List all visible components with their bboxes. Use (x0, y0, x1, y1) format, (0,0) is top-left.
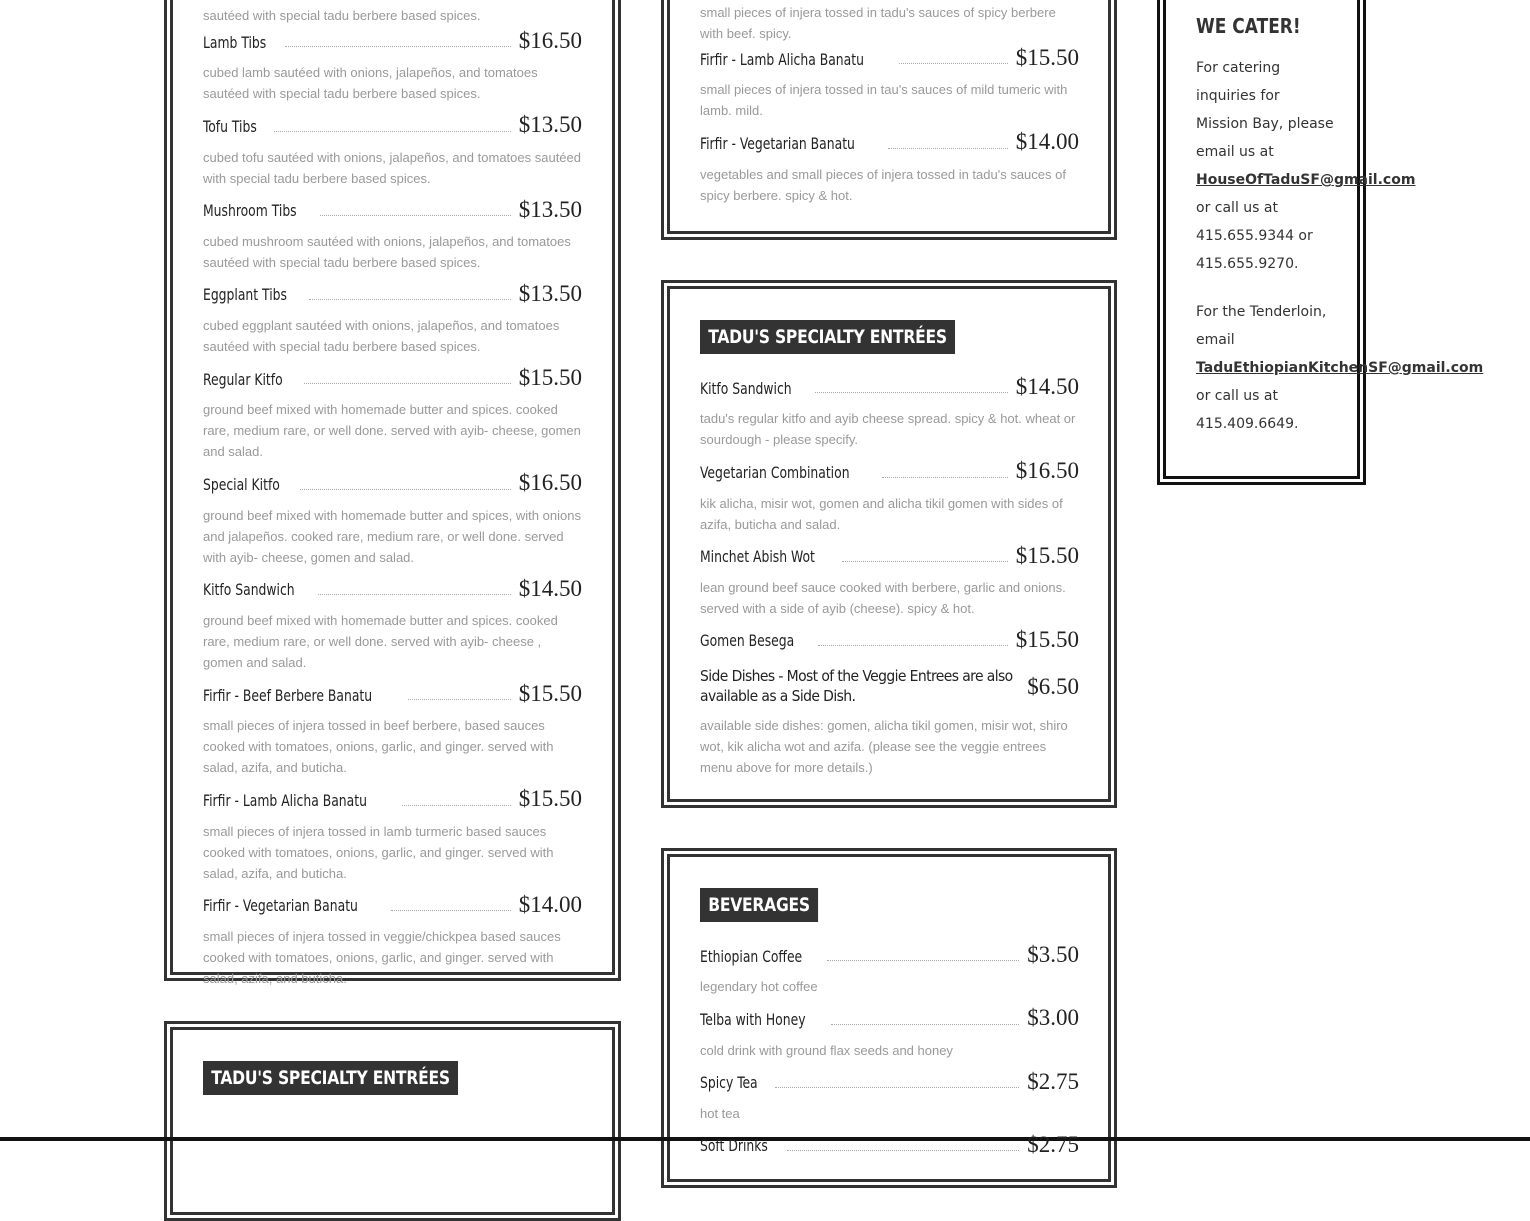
menu-item-description: small pieces of injera tossed in tau's sauces of mild tumeric with lamb. mild. (700, 82, 1068, 119)
menu-item-price: $16.50 (1015, 458, 1079, 484)
menu-item (700, 374, 1079, 450)
menu-item-price: $3.50 (1027, 942, 1079, 967)
dot-leader (787, 1150, 1019, 1151)
text-line: email us at (1196, 144, 1274, 160)
menu-item-price: $13.50 (518, 196, 582, 222)
menu-item-price: $14.00 (1015, 129, 1079, 155)
middle-top-list (700, 45, 1079, 214)
menu-item-name: Spicy Tea (700, 1073, 758, 1093)
menu-item-name: Kitfo Sandwich (700, 378, 792, 398)
menu-item-description: cubed eggplant sautéed with onions, jalapeños, and tomatoes sautéed with special tadu berbere based spices. (203, 318, 560, 355)
dot-leader (304, 383, 511, 384)
dot-leader (831, 1024, 1020, 1025)
menu-item-description: ground beef mixed with homemade butter and spices, with onions and jalapeños. cooked rare, medium rare, or well done. served with ayib- cheese, gomen and salad. (203, 507, 581, 565)
menu-item-row (203, 786, 582, 811)
menu-item-description: tadu's regular kitfo and ayib cheese spread. spicy & hot. wheat or sourdough - please specify. (700, 411, 1076, 448)
menu-item-name: Mushroom Tibs (203, 201, 297, 221)
dot-leader (274, 131, 511, 132)
catering-paragraph-2 (1196, 298, 1484, 438)
menu-item-row (700, 666, 1079, 706)
menu-item-price: $13.50 (518, 112, 582, 138)
specialty-list (700, 374, 1079, 786)
menu-item-price: $15.50 (1015, 542, 1079, 568)
text-line: For catering (1196, 60, 1281, 76)
menu-item-name: Firfir - Vegetarian Banatu (700, 133, 855, 153)
menu-item-name: Regular Kitfo (203, 369, 283, 389)
menu-item-row (700, 543, 1079, 568)
menu-item (700, 129, 1079, 205)
menu-item-name: Kitfo Sandwich (203, 580, 295, 600)
menu-item (700, 458, 1079, 534)
left-specialty-panel (164, 1021, 621, 1221)
menu-item-row (203, 892, 582, 917)
item-description: small pieces of injera tossed in tadu's sauces of spicy berbere with beef. spicy. (700, 5, 1056, 41)
item-description: sautéed with special tadu berbere based spices. (203, 8, 481, 23)
menu-item-name: Firfir - Vegetarian Banatu (203, 896, 358, 916)
menu-item-row (700, 1069, 1079, 1094)
menu-item-price: $14.00 (518, 891, 582, 917)
menu-item (700, 666, 1079, 778)
menu-item-description: cubed tofu sautéed with onions, jalapeños, and tomatoes sautéed with special tadu berbere based spices. (203, 149, 581, 186)
menu-item-name: Special Kitfo (203, 474, 280, 494)
catering-paragraph-1 (1196, 54, 1416, 278)
menu-item-row (203, 28, 582, 53)
text-line: For the Tenderloin, (1196, 304, 1327, 320)
menu-item-description: legendary hot coffee (700, 979, 818, 995)
menu-item-name: Ethiopian Coffee (700, 946, 803, 966)
menu-item-description: kik alicha, misir wot, gomen and alicha tikil gomen with sides of azifa, buticha and salad. (700, 495, 1063, 532)
menu-item-price: $16.50 (518, 28, 582, 53)
menu-item (700, 1132, 1079, 1157)
menu-item-price: $14.50 (1015, 374, 1079, 399)
menu-item (203, 786, 582, 883)
menu-item-name: Firfir - Lamb Alicha Banatu (700, 49, 864, 69)
dot-leader (285, 46, 511, 47)
menu-item-row (700, 129, 1079, 154)
text-line: 415.409.6649. (1196, 416, 1299, 432)
menu-item-row (203, 281, 582, 306)
menu-item-price: $15.50 (1015, 45, 1079, 70)
menu-item (700, 627, 1079, 652)
menu-item-name: Minchet Abish Wot (700, 547, 815, 567)
menu-item-name: Gomen Besega (700, 631, 795, 651)
email-link-tenderloin[interactable]: TaduEthiopianKitchenSF@gmail.com (1196, 360, 1484, 376)
email-link-mission-bay[interactable]: HouseOfTaduSF@gmail.com (1196, 172, 1416, 188)
dot-leader (320, 215, 511, 216)
menu-item-description: cubed lamb sautéed with onions, jalapeños, and tomatoes sautéed with special tadu berbere based spices. (203, 65, 538, 102)
menu-item-description: small pieces of injera tossed in beef berbere, based sauces cooked with tomatoes, onions, garlic, and ginger. served with salad, azifa, and buticha. (203, 718, 554, 776)
menu-item (203, 681, 582, 778)
dot-leader (818, 645, 1008, 646)
menu-item-row (203, 681, 582, 706)
menu-item-description: ground beef mixed with homemade butter and spices. cooked rare, medium rare, or well done. served with ayib- cheese, gomen and salad. (203, 402, 581, 460)
menu-item-description: small pieces of injera tossed in lamb turmeric based sauces cooked with tomatoes, onions, garlic, and ginger. served with salad, azifa, and buticha. (203, 823, 554, 881)
menu-item (203, 576, 582, 673)
menu-item (203, 892, 582, 989)
menu-item (700, 942, 1079, 997)
menu-item-name: Firfir - Beef Berbere Banatu (203, 685, 373, 705)
menu-item-price: $15.50 (518, 681, 582, 707)
catering-info (1196, 12, 1484, 438)
section-heading: BEVERAGES (700, 888, 818, 922)
menu-item-row (203, 576, 582, 601)
menu-item (203, 281, 582, 357)
menu-item-description: lean ground beef sauce cooked with berbere, garlic and onions. served with a side of ayib (cheese). spicy & hot. (700, 579, 1066, 616)
dot-leader (318, 594, 511, 595)
menu-item (203, 197, 582, 273)
menu-item-row (700, 1132, 1079, 1157)
menu-item (700, 543, 1079, 619)
menu-item-name: Telba with Honey (700, 1009, 806, 1029)
text-line: 415.655.9344 or (1196, 228, 1313, 244)
menu-item-row (700, 458, 1079, 483)
menu-item-row (203, 197, 582, 222)
menu-item-name: Lamb Tibs (203, 32, 267, 52)
menu-item-price: $3.00 (1027, 1005, 1079, 1031)
menu-item-price: $15.50 (1015, 626, 1079, 652)
menu-item (700, 1069, 1079, 1124)
menu-item-price: $2.75 (1027, 1131, 1079, 1157)
dot-leader (402, 805, 511, 806)
dot-leader (300, 489, 510, 490)
menu-item (203, 28, 582, 104)
text-line: inquiries for (1196, 88, 1280, 104)
menu-item-name: Firfir - Lamb Alicha Banatu (203, 790, 367, 810)
menu-item-description: cold drink with ground flax seeds and honey (700, 1042, 953, 1058)
catering-title: WE CATER! (1196, 14, 1301, 38)
menu-item-price: $14.50 (518, 575, 582, 601)
text-line: or call us at (1196, 388, 1278, 404)
menu-item-row (700, 627, 1079, 652)
menu-item-description: small pieces of injera tossed in veggie/chickpea based sauces cooked with tomatoes, onions, garlic, and ginger. served with salad, azifa, and buticha. (203, 928, 561, 986)
menu-item-row (203, 470, 582, 495)
menu-item-row (700, 45, 1079, 70)
menu-item-row (700, 1005, 1079, 1030)
dot-leader (775, 1087, 1019, 1088)
menu-item-price: $15.50 (518, 365, 582, 391)
dot-leader (899, 63, 1008, 64)
left-menu-items (203, 5, 584, 26)
menu-item-row (203, 112, 582, 137)
menu-item-description: ground beef mixed with homemade butter and spices. cooked rare, medium rare, or well done. served with ayib- cheese , gomen and salad. (203, 613, 558, 671)
menu-item-name: Vegetarian Combination (700, 462, 850, 482)
dot-leader (827, 960, 1019, 961)
dot-leader (842, 561, 1008, 562)
dot-leader (815, 392, 1008, 393)
beverages-list (700, 942, 1079, 1171)
menu-item-name: Eggplant Tibs (203, 285, 287, 305)
text-line: email (1196, 332, 1235, 348)
menu-item-row (700, 374, 1079, 399)
menu-item-price: $6.50 (1027, 673, 1079, 699)
menu-item (700, 1005, 1079, 1060)
menu-item (203, 470, 582, 567)
dot-leader (309, 299, 511, 300)
menu-item-price: $16.50 (518, 470, 582, 496)
menu-item (203, 112, 582, 188)
menu-item-row (700, 942, 1079, 967)
menu-item (700, 45, 1079, 121)
menu-item-name: Tofu Tibs (203, 116, 257, 136)
dot-leader (888, 148, 1008, 149)
menu-item-name: Side Dishes - Most of the Veggie Entrees are also available as a Side Dish. (700, 667, 1013, 706)
section-heading: TADU'S SPECIALTY ENTRÉES (203, 1061, 458, 1095)
dot-leader (882, 477, 1008, 478)
dot-leader (408, 699, 511, 700)
menu-item-description: hot tea (700, 1105, 740, 1121)
menu-item-name: Soft Drinks (700, 1136, 768, 1156)
dot-leader (391, 910, 511, 911)
menu-item-row (203, 365, 582, 390)
menu-item-price: $15.50 (518, 786, 582, 812)
text-line: Mission Bay, please (1196, 116, 1334, 132)
menu-item-description: vegetables and small pieces of injera tossed in tadu's sauces of spicy berbere. spicy & hot. (700, 166, 1066, 203)
menu-item-price: $2.75 (1027, 1068, 1079, 1094)
menu-item (203, 365, 582, 462)
left-menu-list (203, 28, 582, 997)
menu-item-price: $13.50 (518, 280, 582, 306)
menu-item-description: available side dishes: gomen, alicha tikil gomen, misir wot, shiro wot, kik alicha wot and azifa. (please see the veggie entrees menu above for more details.) (700, 718, 1068, 776)
text-line: or call us at (1196, 200, 1278, 216)
text-line: 415.655.9270. (1196, 256, 1299, 272)
menu-item-description: cubed mushroom sautéed with onions, jalapeños, and tomatoes sautéed with special tadu berbere based spices. (203, 233, 571, 270)
section-heading: TADU'S SPECIALTY ENTRÉES (700, 320, 955, 354)
